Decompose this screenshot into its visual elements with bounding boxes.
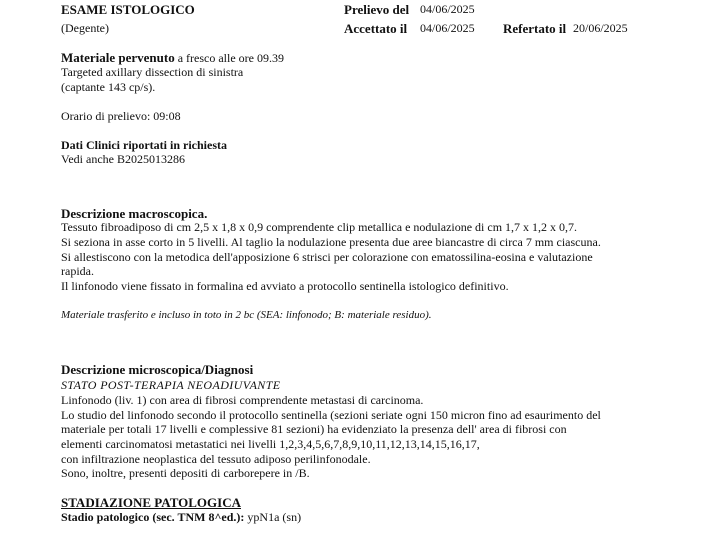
accettato-label: Accettato il <box>344 21 408 36</box>
macroscopic-line: Il linfonodo viene fissato in formalina ed avviato a protocollo sentinella istologico definitivo. <box>61 279 509 293</box>
material-desc-2: (captante 143 cp/s). <box>61 80 156 94</box>
clinical-data-heading: Dati Clinici riportati in richiesta <box>61 138 227 152</box>
staging-line <box>61 510 301 525</box>
material-time: a fresco alle ore 09.39 <box>177 51 285 65</box>
microscopic-line: materiale per totali 17 livelli e complessive 81 sezioni) ha evidenziato la presenza dell' area di fibrosi con <box>61 422 567 436</box>
prelievo-label: Prelievo del <box>344 2 410 17</box>
material-desc-1: Targeted axillary dissection di sinistra <box>61 65 244 79</box>
microscopic-line: Sono, inoltre, presenti depositi di carborepere in /B. <box>61 466 310 480</box>
microscopic-line: Linfonodo (liv. 1) con area di fibrosi comprendente metastasi di carcinoma. <box>61 393 424 407</box>
therapy-status: STATO POST-TERAPIA NEOADIUVANTE <box>61 378 281 392</box>
macroscopic-note: Materiale trasferito e incluso in toto in 2 bc (SEA: linfonodo; B: materiale residuo). <box>61 309 432 321</box>
macroscopic-line: Si seziona in asse corto in 5 livelli. Al taglio la nodulazione presenta due aree biancastre di circa 7 mm ciascuna. <box>61 235 601 249</box>
refertato-label: Refertato il <box>503 21 567 36</box>
refertato-date: 20/06/2025 <box>573 21 628 35</box>
macroscopic-line: Tessuto fibroadiposo di cm 2,5 x 1,8 x 0,9 comprendente clip metallica e nodulazione di cm 1,7 x 1,2 x 0,7. <box>61 220 578 234</box>
accettato-date: 04/06/2025 <box>420 21 475 35</box>
microscopic-line: Lo studio del linfonodo secondo il protocollo sentinella (sezioni seriate ogni 150 micron fino ad esaurimento del <box>61 408 601 422</box>
microscopic-heading: Descrizione microscopica/Diagnosi <box>61 362 254 377</box>
sampling-time: Orario di prelievo: 09:08 <box>61 109 181 123</box>
clinical-data-ref: Vedi anche B2025013286 <box>61 152 185 166</box>
prelievo-date: 04/06/2025 <box>420 2 475 16</box>
material-line <box>61 50 284 66</box>
staging-label: Stadio patologico (sec. TNM 8^ed.): <box>61 510 245 524</box>
macroscopic-line: rapida. <box>61 264 94 278</box>
exam-title: ESAME ISTOLOGICO <box>61 2 195 17</box>
staging-value: ypN1a (sn) <box>247 510 302 524</box>
patient-type: (Degente) <box>61 21 109 35</box>
microscopic-line: elementi carcinomatosi metastatici nei livelli 1,2,3,4,5,6,7,8,9,10,11,12,13,14,15,16,17, <box>61 437 480 451</box>
material-label: Materiale pervenuto <box>61 50 175 65</box>
macroscopic-heading: Descrizione macroscopica. <box>61 206 208 221</box>
staging-heading: STADIAZIONE PATOLOGICA <box>61 495 241 510</box>
microscopic-line: con infiltrazione neoplastica del tessuto adiposo perilinfonodale. <box>61 452 371 466</box>
macroscopic-line: Si allestiscono con la metodica dell'apposizione 6 strisci per colorazione con ematossilina-eosina e valutazione <box>61 250 593 264</box>
